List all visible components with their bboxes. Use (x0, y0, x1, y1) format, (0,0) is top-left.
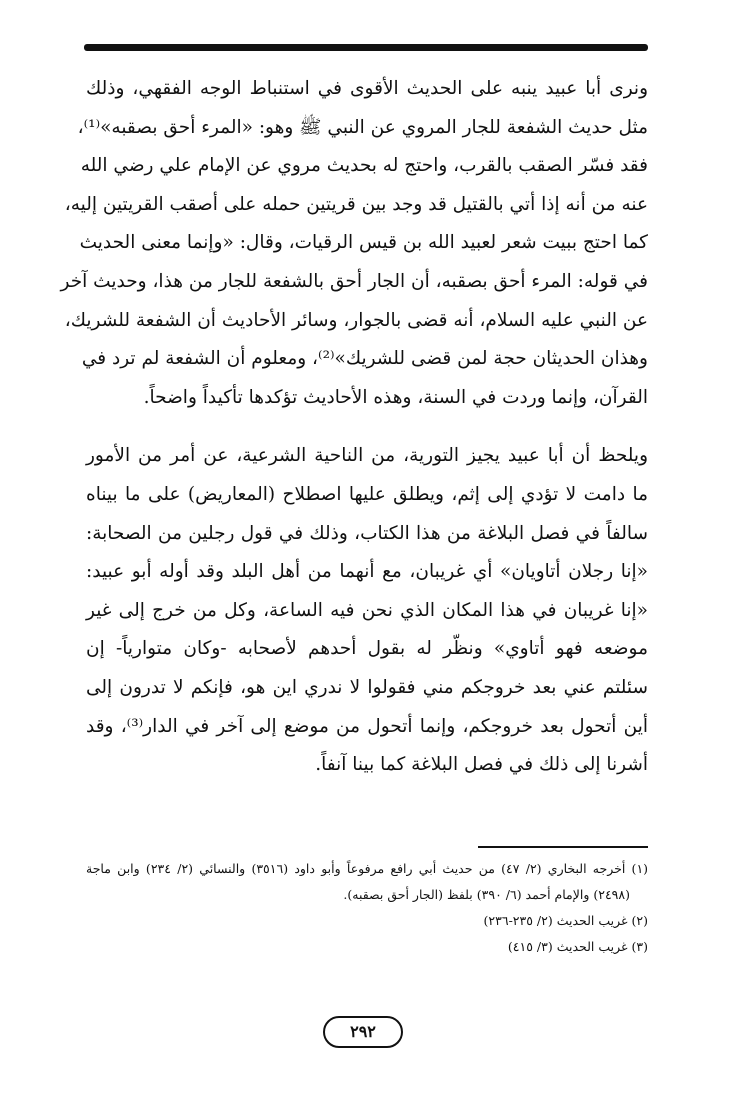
text-line: أشرنا إلى ذلك في فصل البلاغة كما بينا آنفاً. (315, 754, 648, 776)
footnote-1: (١) أخرجه البخاري (٢/ ٤٧) من حديث أبي رافع مرفوعاً وأبو داود (٣٥١٦) والنسائي (٢/ ٢٣٤) وابن ماجة (86, 861, 649, 876)
footnote-2: (٢) غريب الحديث (٢/ ٢٣٥-٢٣٦) (483, 913, 648, 928)
page-number: ٢٩٢ (323, 1016, 403, 1048)
text-line: عن النبي عليه السلام، أنه قضى بالجوار، وسائر الأحاديث أن الشفعة للشريك، (64, 309, 648, 331)
paragraph-gap (86, 417, 648, 437)
text-line: مثل حديث الشفعة للجار المروي عن النبي ﷺ وهو: «المرء أحق بصقبه»⁽¹⁾، (77, 116, 648, 138)
footnote-1-continued: (٢٤٩٨) والإمام أحمد (٦/ ٣٩٠) بلفظ (الجار أحق بصقبه). (343, 887, 630, 902)
text-line: سئلتم عني بعد خروجكم مني فقولوا لا ندري اين هو، فإنكم لا تدرون إلى (86, 676, 648, 698)
text-line: موضعه فهو أتاوي» ونظّر له بقول أحدهم لأصحابه -وكان متوارياً- إن (86, 638, 648, 660)
paragraph-2 (86, 437, 648, 784)
text-line: فقد فسّر الصقب بالقرب، واحتج له بحديث مروي عن الإمام علي رضي الله (80, 155, 648, 177)
text-line: «إنا رجلان أتاويان» أي غريبان، مع أنهما من أهل البلد وقد أوله أبو عبيد: (86, 561, 648, 583)
text-line: في قوله: المرء أحق بصقبه، أن الجار أحق بالشفعة للجار من هذا، وحديث آخر (60, 270, 648, 292)
text-line: ما دامت لا تؤدي إلى إثم، ويطلق عليها اصطلاح (المعاريض) على ما بيناه (86, 483, 648, 505)
header-rule (84, 44, 648, 51)
text-line: كما احتج ببيت شعر لعبيد الله بن قيس الرقيات، وقال: «وإنما معنى الحديث (79, 232, 648, 254)
text-line: عنه من أنه إذا أتي بالقتيل قد وجد بين قريتين حمله على أصقب القريتين إليه، (64, 193, 648, 215)
paragraph-1 (60, 70, 648, 417)
footnote-separator (478, 846, 648, 848)
text-line: «إنا غريبان في هذا المكان الذي نحن فيه الساعة، وكل من خرج إلى غير (86, 599, 648, 621)
text-line: ويلحظ أن أبا عبيد يجيز التورية، من الناحية الشرعية، عن أمر من الأمور (86, 445, 648, 467)
text-line: القرآن، وإنما وردت في السنة، وهذه الأحاديث تؤكدها تأكيداً واضحاً. (143, 386, 648, 408)
footnote-3: (٣) غريب الحديث (٣/ ٤١٥) (507, 939, 648, 954)
main-text (60, 70, 648, 785)
text-line: ونرى أبا عبيد ينبه على الحديث الأقوى في استنباط الوجه الفقهي، وذلك (86, 78, 648, 99)
footnotes (86, 856, 648, 960)
text-line: سالفاً في فصل البلاغة من هذا الكتاب، وذلك في قول رجلين من الصحابة: (86, 522, 648, 544)
text-line: وهذان الحديثان حجة لمن قضى للشريك»⁽²⁾، ومعلوم أن الشفعة لم ترد في (81, 348, 648, 370)
text-line: أين أتحول بعد خروجكم، وإنما أتحول من موضع إلى آخر في الدار⁽³⁾، وقد (86, 715, 648, 737)
